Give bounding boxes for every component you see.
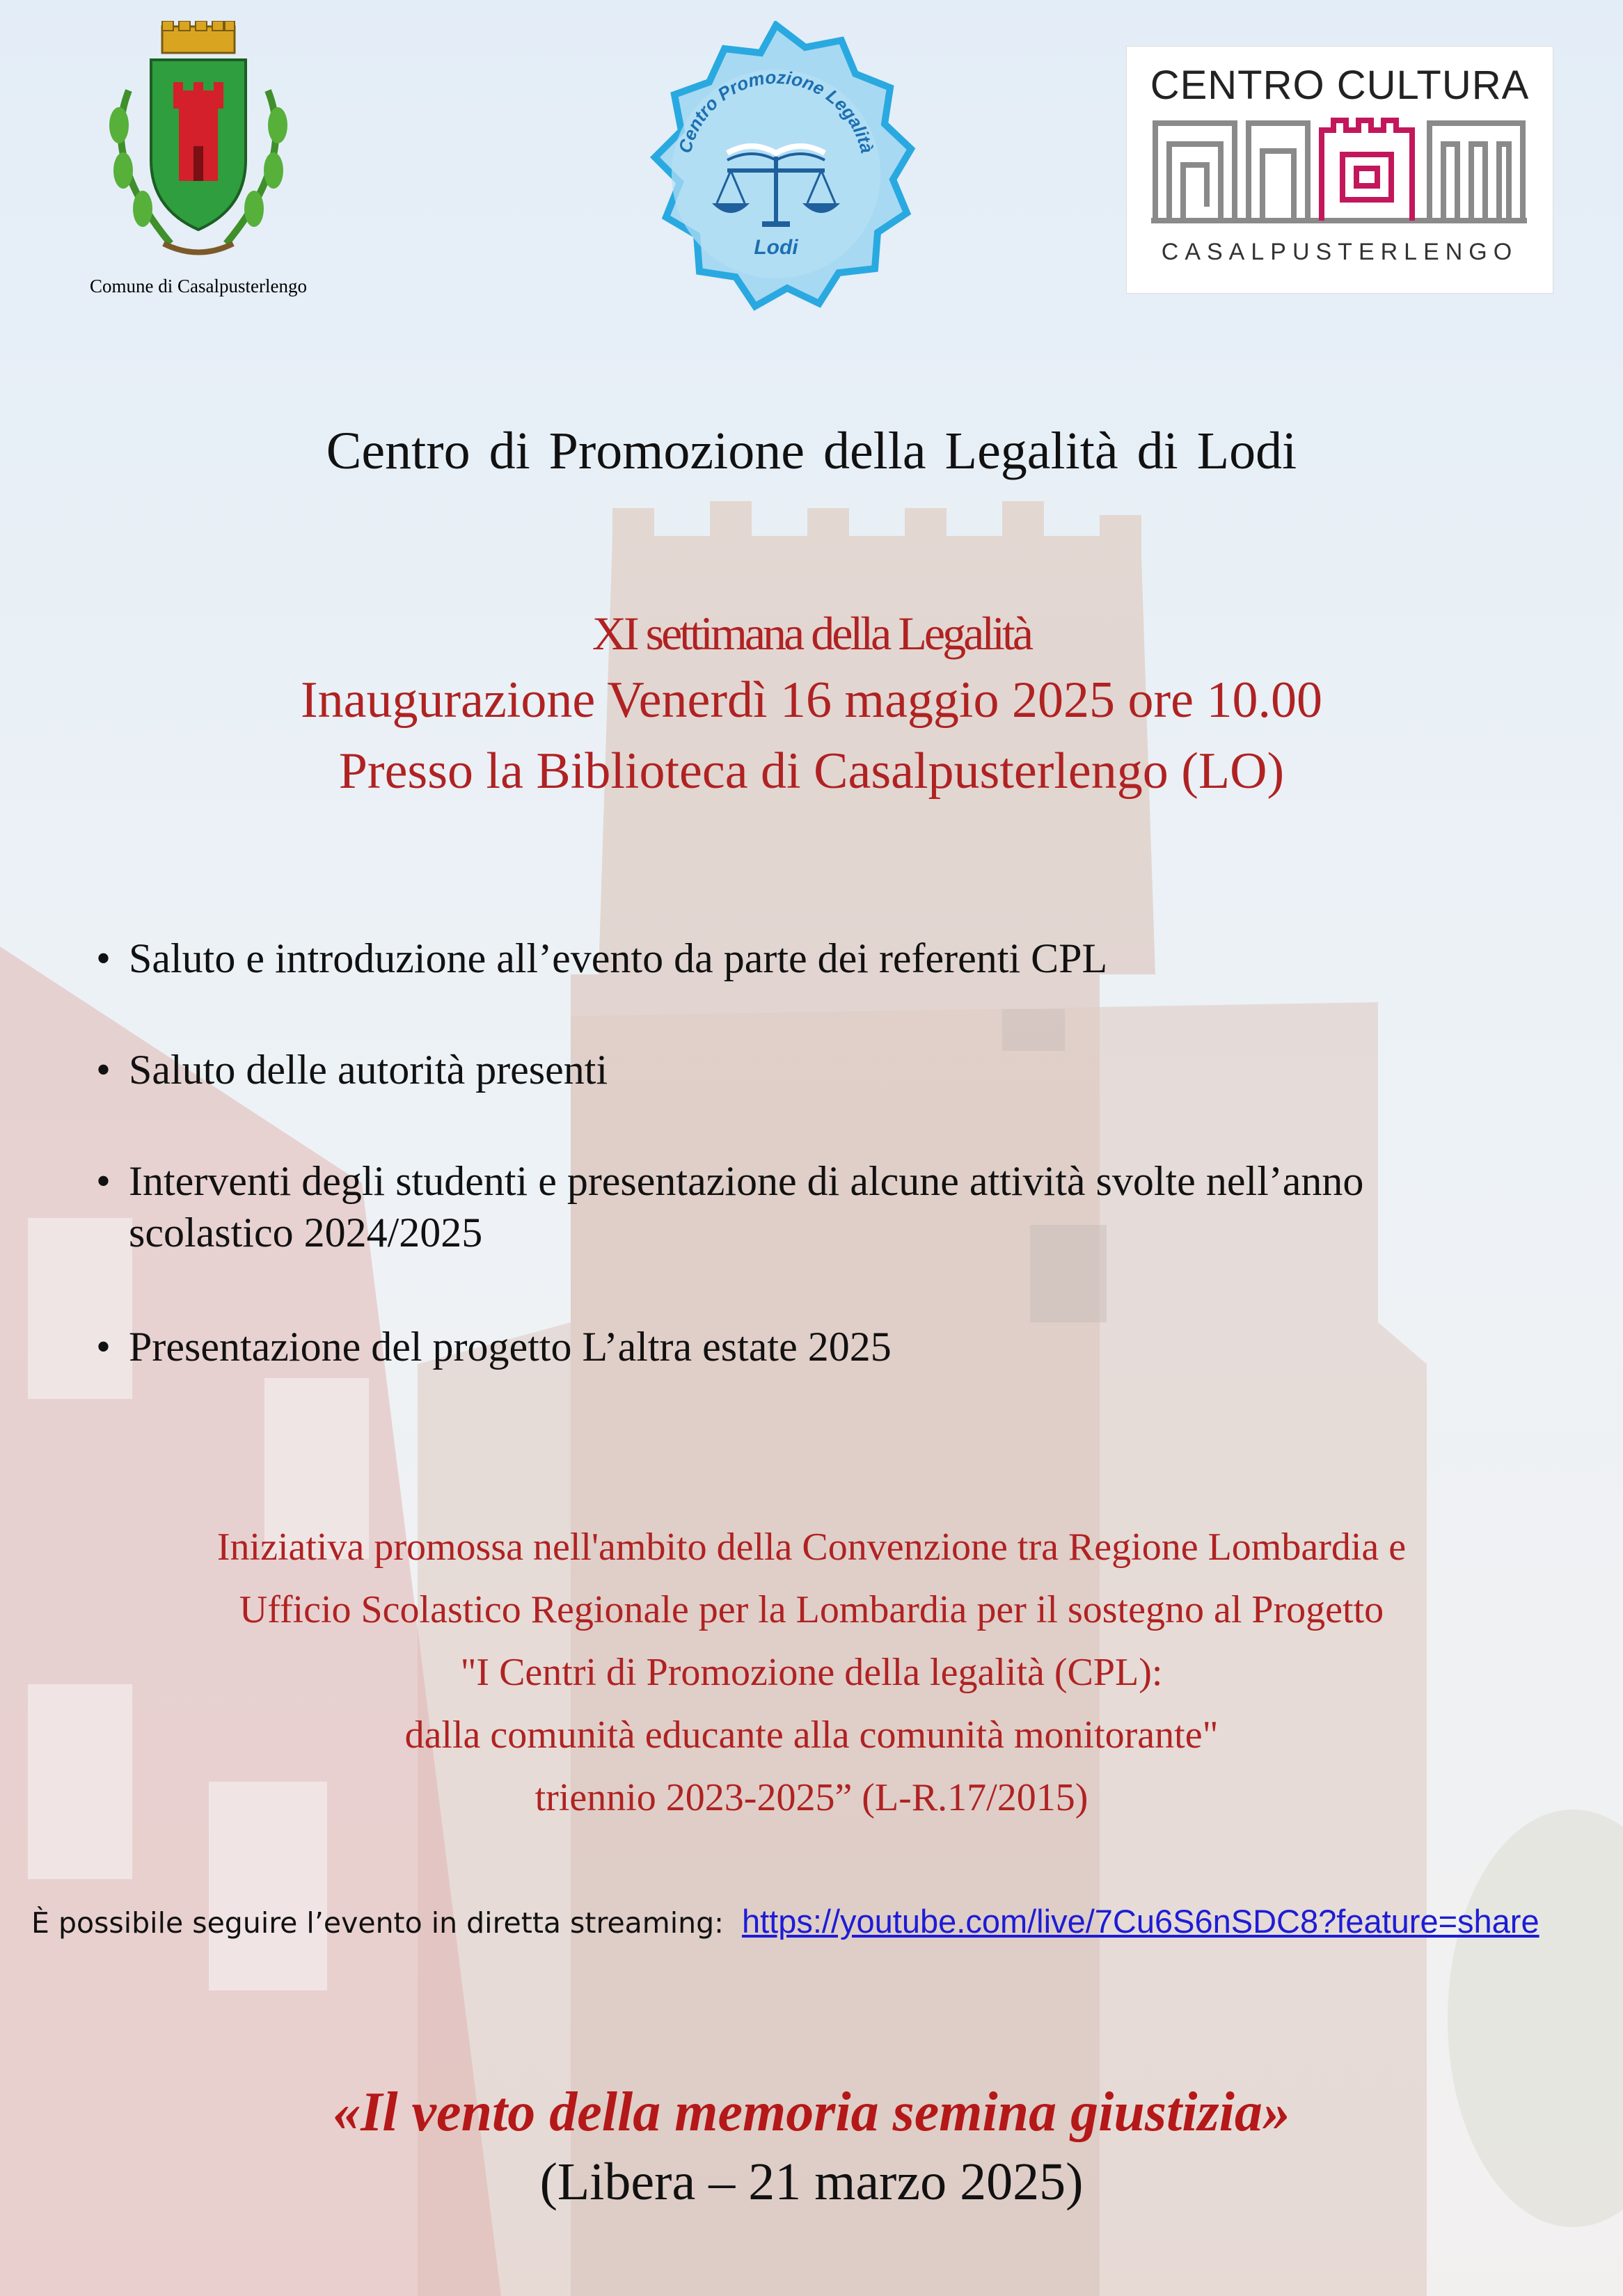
centro-cultura-subtitle: CASALPUSTERLENGO — [1161, 239, 1519, 265]
cpl-arc-text: Centro Promozione Legalità — [674, 66, 878, 156]
scales-of-justice-icon — [623, 21, 929, 327]
page-title: Centro di Promozione della Legalità di Lodi — [326, 422, 1297, 480]
event-date: Inaugurazione Venerdì 16 maggio 2025 ore 10.00 — [301, 672, 1322, 729]
initiative-line: Iniziativa promossa nell'ambito della Convenzione tra Regione Lombardia e — [216, 1526, 1407, 1569]
comune-logo — [70, 21, 327, 299]
closing-quote — [0, 2077, 1623, 2217]
comune-crest-icon — [87, 21, 310, 271]
cpl-logo — [623, 21, 929, 327]
streaming-link[interactable]: https://youtube.com/live/7Cu6S6nSDC8?feature=share — [741, 1903, 1539, 1940]
quote-text: «Il vento della memoria semina giustizia» — [333, 2082, 1290, 2143]
cpl-city: Lodi — [754, 236, 798, 259]
bullet-icon: • — [96, 1158, 111, 1204]
program-item: • Saluto e introduzione all’evento da parte dei referenti CPL — [90, 933, 1107, 984]
initiative-note — [0, 1516, 1623, 1829]
program-item: • Presentazione del progetto L’altra estate 2025 — [90, 1321, 892, 1372]
event-week: XI settimana della Legalità — [592, 607, 1031, 660]
initiative-line: "I Centri di Promozione della legalità (CPL): — [460, 1651, 1163, 1694]
event-venue: Presso la Biblioteca di Casalpusterlengo (LO) — [338, 743, 1285, 800]
centro-cultura-title: CENTRO CULTURA — [1150, 63, 1530, 108]
event-info — [0, 602, 1623, 807]
bullet-icon: • — [96, 1324, 111, 1370]
initiative-line: triennio 2023-2025” (L-R.17/2015) — [535, 1776, 1088, 1819]
castle-meander-icon — [1151, 116, 1527, 228]
bullet-icon: • — [96, 1047, 111, 1093]
quote-source: (Libera – 21 marzo 2025) — [539, 2153, 1084, 2211]
streaming-info — [31, 1902, 1539, 1940]
program-item: • Saluto delle autorità presenti — [90, 1044, 608, 1095]
initiative-line: dalla comunità educante alla comunità monitorante" — [404, 1713, 1219, 1757]
initiative-line: Ufficio Scolastico Regionale per la Lombardia per il sostegno al Progetto — [239, 1588, 1384, 1631]
bullet-icon: • — [96, 935, 111, 981]
program-item: • Interventi degli studenti e presentazione di alcune attività svolte nell’anno scolastico 2024/2025 — [90, 1155, 1363, 1258]
streaming-label: È possibile seguire l’evento in diretta streaming: — [31, 1906, 724, 1940]
centro-cultura-logo — [1126, 46, 1553, 294]
comune-caption: Comune di Casalpusterlengo — [90, 276, 307, 296]
